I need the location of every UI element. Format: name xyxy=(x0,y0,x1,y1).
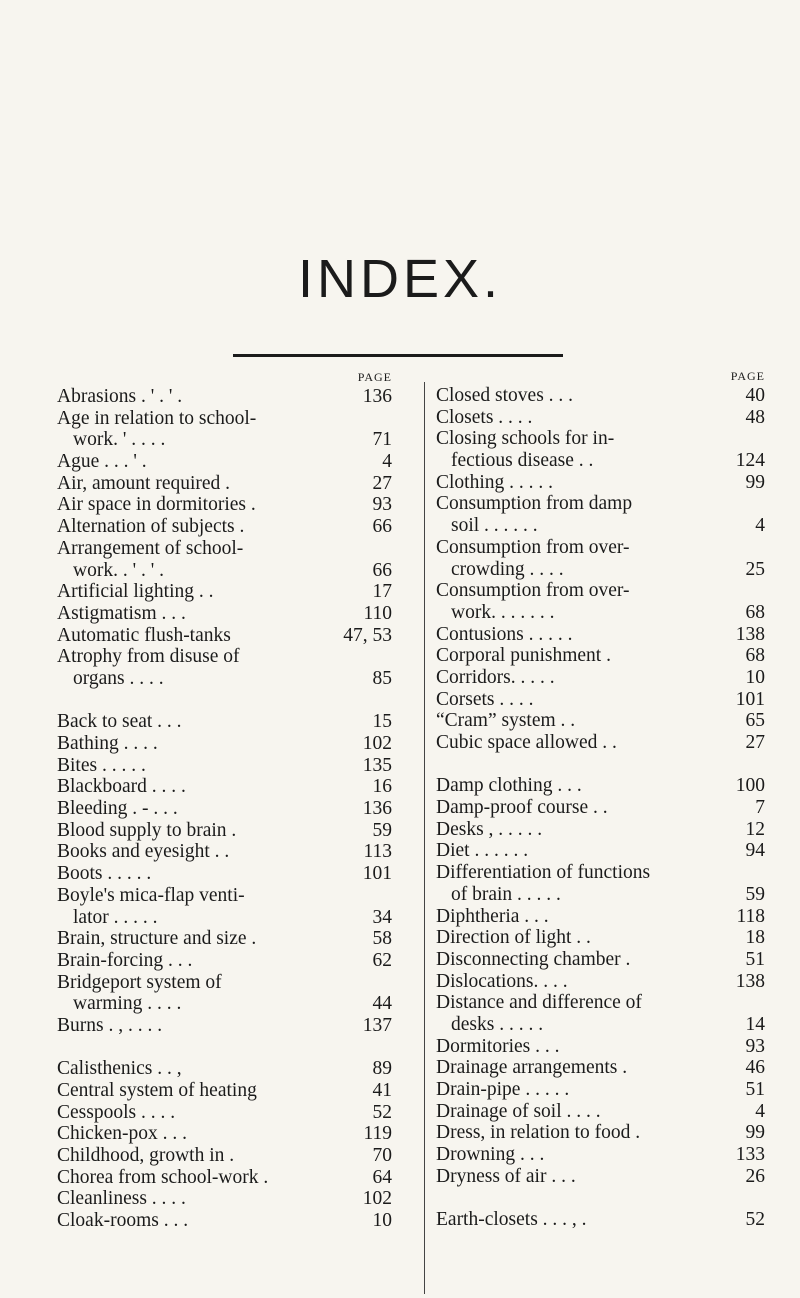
index-entry xyxy=(57,408,392,430)
entry-text: desks . . . . . xyxy=(451,1013,544,1035)
entry-page-number: 59 xyxy=(372,819,392,841)
index-entry xyxy=(57,950,392,972)
entry-page-number: 58 xyxy=(372,928,392,950)
index-entry xyxy=(425,559,765,581)
entry-page-number: 25 xyxy=(745,558,765,580)
entry-page-number: 119 xyxy=(363,1123,392,1145)
index-entry xyxy=(57,841,392,863)
index-entry xyxy=(425,407,765,429)
entry-page-number: 16 xyxy=(372,776,392,798)
entry-page-number: 93 xyxy=(372,494,392,516)
entry-page-number: 102 xyxy=(362,1188,392,1210)
entry-page-number: 41 xyxy=(372,1080,392,1101)
entry-text: Contusions . . . . . xyxy=(436,623,573,645)
index-entry xyxy=(425,906,765,928)
entry-page-number: 94 xyxy=(745,840,765,862)
entry-text: Alternation of subjects . xyxy=(57,516,245,538)
section-gap xyxy=(425,1187,765,1209)
index-entry xyxy=(57,603,392,625)
entry-text: Diphtheria . . . xyxy=(436,905,549,927)
entry-text: Corridors. . . . . xyxy=(436,666,555,688)
entry-text: Damp-proof course . . xyxy=(436,797,608,819)
entry-page-number: 68 xyxy=(745,645,765,667)
index-entry xyxy=(57,1015,392,1037)
index-entry xyxy=(425,1122,765,1144)
entry-page-number: 18 xyxy=(745,927,765,949)
entry-text: Earth-closets . . . , . xyxy=(436,1209,587,1231)
index-entry xyxy=(425,797,765,819)
index-entry xyxy=(57,1167,392,1189)
index-entry xyxy=(57,1080,392,1102)
index-entry xyxy=(57,1123,392,1145)
entry-text: Direction of light . . xyxy=(436,927,591,949)
entry-text: Age in relation to school- xyxy=(57,407,257,429)
page-column-header: PAGE xyxy=(730,369,765,383)
section-gap xyxy=(425,754,765,776)
index-entry xyxy=(57,776,392,798)
entry-page-number: 136 xyxy=(362,798,392,820)
entry-page-number: 52 xyxy=(745,1209,765,1231)
entry-text: Bathing . . . . xyxy=(57,733,158,754)
entry-text: Disconnecting chamber . xyxy=(436,948,631,970)
entry-text: Corporal punishment . xyxy=(436,645,611,667)
entry-text: Cleanliness . . . . xyxy=(57,1188,186,1210)
index-entry xyxy=(57,820,392,842)
index-entry xyxy=(57,993,392,1015)
index-entry xyxy=(425,884,765,906)
entry-page-number: 26 xyxy=(745,1165,765,1187)
entry-text: Consumption from damp xyxy=(436,493,633,515)
entry-page-number: 135 xyxy=(362,754,392,776)
entry-text: Abrasions . ' . ' . xyxy=(57,386,183,407)
index-entry xyxy=(425,645,765,667)
entry-text: Diet . . . . . . xyxy=(436,840,529,862)
entry-text: fectious disease . . xyxy=(451,450,594,472)
entry-text: Chorea from school-work . xyxy=(57,1166,269,1188)
entry-page-number: 7 xyxy=(755,797,765,819)
index-entry xyxy=(425,602,765,624)
entry-page-number: 44 xyxy=(372,993,392,1015)
entry-page-number: 46 xyxy=(745,1057,765,1079)
entry-page-number: 66 xyxy=(372,516,392,538)
entry-text: Bridgeport system of xyxy=(57,971,222,993)
entry-text: Corsets . . . . xyxy=(436,688,534,710)
index-entry xyxy=(57,473,392,495)
entry-text: Air, amount required . xyxy=(57,472,231,494)
index-entry xyxy=(57,1058,392,1080)
entry-text: Drowning . . . xyxy=(436,1144,545,1166)
entry-page-number: 138 xyxy=(735,970,765,992)
entry-text: crowding . . . . xyxy=(451,558,564,580)
index-entry xyxy=(57,560,392,582)
index-entry xyxy=(425,1209,765,1231)
entry-text: Blackboard . . . . xyxy=(57,776,186,798)
index-entry xyxy=(57,1145,392,1167)
index-entry xyxy=(425,385,765,407)
entry-page-number: 70 xyxy=(372,1145,392,1167)
entry-page-number: 66 xyxy=(372,559,392,581)
index-entry xyxy=(57,733,392,755)
entry-page-number: 71 xyxy=(372,429,392,451)
entry-text: Cloak-rooms . . . xyxy=(57,1210,189,1232)
entry-text: Automatic flush-tanks xyxy=(57,624,231,646)
entry-page-number: 102 xyxy=(362,733,392,754)
entry-page-number: 62 xyxy=(372,949,392,971)
entry-text: work. . . . . . . xyxy=(451,601,555,623)
index-entry xyxy=(57,451,392,473)
entry-text: Bites . . . . . xyxy=(57,754,146,776)
entry-text: Air space in dormitories . xyxy=(57,494,256,516)
entry-page-number: 137 xyxy=(362,1014,392,1036)
index-column-right xyxy=(424,369,765,1294)
index-entry xyxy=(425,1057,765,1079)
entry-text: Cubic space allowed . . xyxy=(436,732,617,753)
index-list-right xyxy=(425,385,765,1231)
index-entry xyxy=(57,1188,392,1210)
entry-page-number: 68 xyxy=(745,601,765,623)
index-entry xyxy=(57,625,392,647)
entry-text: Consumption from over- xyxy=(436,580,630,602)
entry-text: of brain . . . . . xyxy=(451,883,561,905)
index-entry xyxy=(57,972,392,994)
entry-text: work. ' . . . . xyxy=(73,429,166,451)
index-list-left xyxy=(57,386,392,1232)
index-column-left xyxy=(57,370,392,1232)
index-entry xyxy=(57,429,392,451)
index-entry xyxy=(425,775,765,797)
entry-page-number: 4 xyxy=(755,1100,765,1122)
title-underline xyxy=(233,354,563,357)
index-entry xyxy=(425,732,765,754)
index-entry xyxy=(425,1101,765,1123)
entry-page-number: 133 xyxy=(735,1144,765,1166)
entry-text: Blood supply to brain . xyxy=(57,819,237,841)
entry-page-number: 48 xyxy=(745,406,765,428)
index-entry xyxy=(425,710,765,732)
entry-page-number: 124 xyxy=(735,450,765,472)
entry-page-number: 40 xyxy=(745,385,765,406)
index-entry xyxy=(425,667,765,689)
entry-text: lator . . . . . xyxy=(73,906,158,928)
index-entry xyxy=(57,668,392,690)
index-entry xyxy=(57,885,392,907)
entry-page-number: 65 xyxy=(745,710,765,732)
entry-page-number: 99 xyxy=(745,1122,765,1144)
entry-text: Dryness of air . . . xyxy=(436,1165,576,1187)
entry-text: “Cram” system . . xyxy=(436,710,576,732)
index-entry xyxy=(57,798,392,820)
entry-page-number: 14 xyxy=(745,1013,765,1035)
index-entry xyxy=(57,386,392,408)
entry-text: work. . ' . ' . xyxy=(73,559,164,581)
index-entry xyxy=(57,538,392,560)
entry-page-number: 47, 53 xyxy=(343,624,392,646)
index-entry xyxy=(425,1144,765,1166)
entry-text: Brain, structure and size . xyxy=(57,928,257,950)
index-entry xyxy=(425,927,765,949)
entry-page-number: 27 xyxy=(745,732,765,753)
entry-page-number: 89 xyxy=(372,1058,392,1080)
entry-text: Closing schools for in- xyxy=(436,428,615,450)
entry-page-number: 99 xyxy=(745,471,765,493)
index-entry xyxy=(57,516,392,538)
index-entry xyxy=(57,863,392,885)
index-entry xyxy=(425,493,765,515)
index-entry xyxy=(425,1036,765,1058)
entry-page-number: 101 xyxy=(362,863,392,885)
entry-text: Ague . . . ' . xyxy=(57,451,147,473)
entry-text: Dormitories . . . xyxy=(436,1035,560,1057)
index-entry xyxy=(425,819,765,841)
entry-page-number: 101 xyxy=(735,688,765,710)
entry-text: Drainage arrangements . xyxy=(436,1057,628,1079)
index-entry xyxy=(57,1210,392,1232)
index-entry xyxy=(425,624,765,646)
index-entry xyxy=(425,450,765,472)
entry-page-number: 51 xyxy=(745,1079,765,1100)
entry-text: Closed stoves . . . xyxy=(436,385,574,406)
entry-text: Central system of heating xyxy=(57,1080,257,1101)
entry-text: Books and eyesight . . xyxy=(57,841,230,863)
entry-page-number: 4 xyxy=(382,451,392,473)
entry-text: Burns . , . . . . xyxy=(57,1014,163,1036)
index-entry xyxy=(57,928,392,950)
entry-text: Childhood, growth in . xyxy=(57,1145,235,1167)
index-entry xyxy=(425,992,765,1014)
entry-page-number: 118 xyxy=(736,905,765,927)
entry-text: Drainage of soil . . . . xyxy=(436,1100,601,1122)
index-entry xyxy=(57,581,392,603)
section-gap xyxy=(57,690,392,712)
index-title: INDEX. xyxy=(297,249,503,309)
entry-page-number: 138 xyxy=(735,623,765,645)
index-entry xyxy=(425,428,765,450)
entry-page-number: 4 xyxy=(755,515,765,537)
index-entry xyxy=(57,907,392,929)
entry-text: Artificial lighting . . xyxy=(57,581,214,603)
entry-page-number: 27 xyxy=(372,472,392,494)
section-gap xyxy=(57,1037,392,1059)
index-entry xyxy=(425,840,765,862)
index-entry xyxy=(57,494,392,516)
entry-text: Desks , . . . . . xyxy=(436,818,543,840)
entry-page-number: 85 xyxy=(372,667,392,689)
entry-page-number: 34 xyxy=(372,906,392,928)
index-entry xyxy=(425,1166,765,1188)
entry-text: warming . . . . xyxy=(73,993,182,1015)
entry-page-number: 52 xyxy=(372,1101,392,1123)
index-entry xyxy=(425,1079,765,1101)
entry-text: Boots . . . . . xyxy=(57,863,152,885)
entry-page-number: 110 xyxy=(363,602,392,624)
entry-text: Damp clothing . . . xyxy=(436,775,582,797)
entry-text: Consumption from over- xyxy=(436,536,630,558)
entry-page-number: 113 xyxy=(363,841,392,863)
entry-text: Bleeding . - . . . xyxy=(57,798,178,820)
entry-text: Boyle's mica-flap venti- xyxy=(57,884,245,906)
index-entry xyxy=(425,537,765,559)
entry-text: Dislocations. . . . xyxy=(436,970,568,992)
entry-page-number: 15 xyxy=(372,711,392,733)
entry-text: Distance and difference of xyxy=(436,992,642,1014)
index-entry xyxy=(57,646,392,668)
entry-text: Drain-pipe . . . . . xyxy=(436,1079,570,1100)
index-entry xyxy=(425,472,765,494)
entry-text: organs . . . . xyxy=(73,667,164,689)
entry-text: Atrophy from disuse of xyxy=(57,646,240,668)
entry-page-number: 12 xyxy=(745,818,765,840)
index-entry xyxy=(57,755,392,777)
entry-page-number: 64 xyxy=(372,1166,392,1188)
entry-text: Arrangement of school- xyxy=(57,537,244,559)
entry-text: Back to seat . . . xyxy=(57,711,182,733)
index-entry xyxy=(425,1014,765,1036)
entry-text: Cesspools . . . . xyxy=(57,1101,176,1123)
entry-page-number: 59 xyxy=(745,883,765,905)
entry-page-number: 51 xyxy=(745,948,765,970)
index-entry xyxy=(425,515,765,537)
index-entry xyxy=(57,711,392,733)
entry-page-number: 93 xyxy=(745,1035,765,1057)
entry-page-number: 136 xyxy=(362,386,392,407)
entry-page-number: 10 xyxy=(745,666,765,688)
entry-text: Chicken-pox . . . xyxy=(57,1123,187,1145)
entry-text: Dress, in relation to food . xyxy=(436,1122,641,1144)
entry-text: Differentiation of functions xyxy=(436,862,651,884)
entry-text: Clothing . . . . . xyxy=(436,471,554,493)
index-entry xyxy=(425,949,765,971)
entry-page-number: 10 xyxy=(372,1210,392,1232)
entry-text: Calisthenics . . , xyxy=(57,1058,182,1080)
index-entry xyxy=(425,971,765,993)
entry-text: Astigmatism . . . xyxy=(57,602,186,624)
entry-text: Closets . . . . xyxy=(436,406,533,428)
index-entry xyxy=(425,862,765,884)
entry-page-number: 17 xyxy=(372,581,392,603)
index-entry xyxy=(57,1102,392,1124)
entry-page-number: 100 xyxy=(735,775,765,797)
index-entry xyxy=(425,689,765,711)
entry-text: soil . . . . . . xyxy=(451,515,538,537)
page-column-header: PAGE xyxy=(357,370,392,384)
entry-text: Brain-forcing . . . xyxy=(57,949,193,971)
index-entry xyxy=(425,580,765,602)
